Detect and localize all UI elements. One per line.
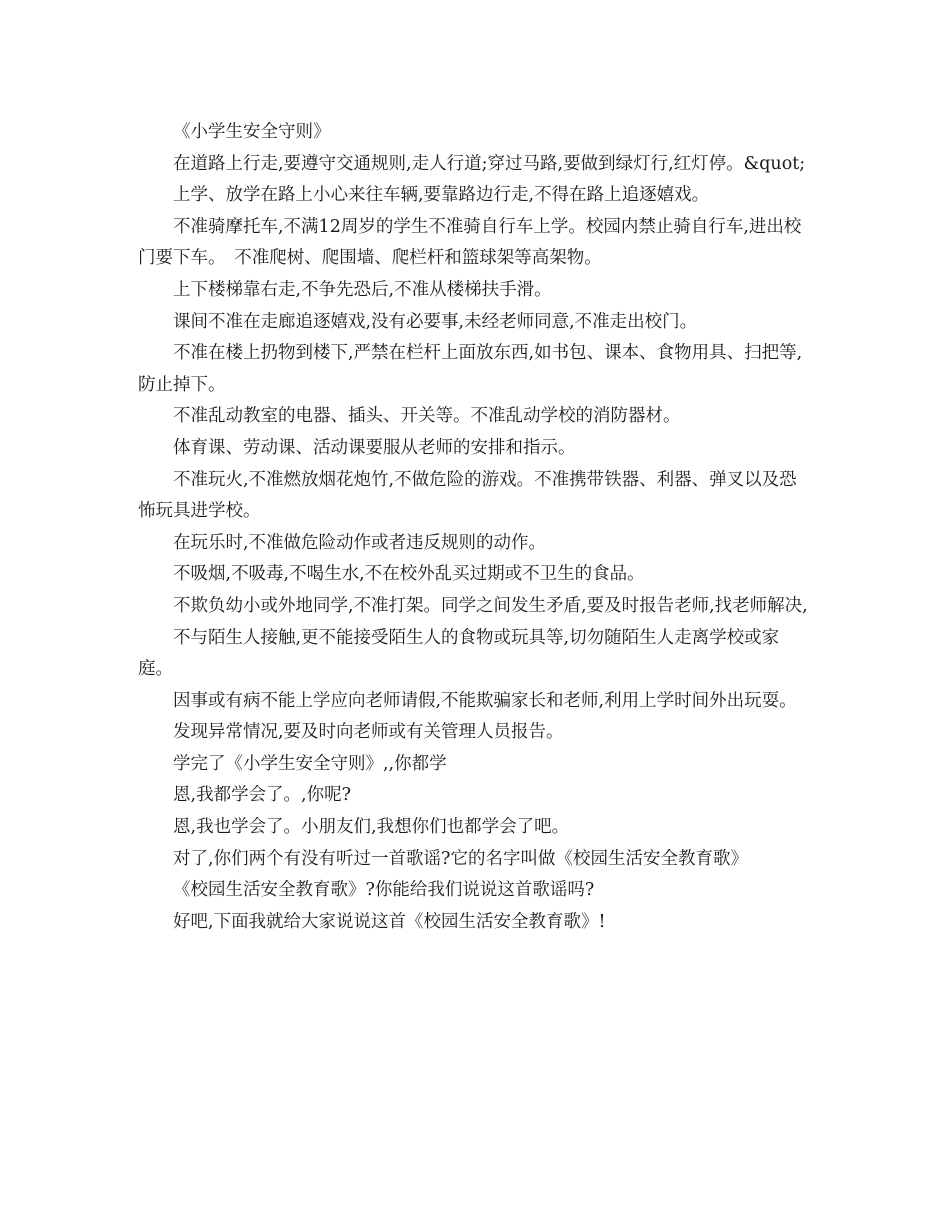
paragraph: 上下楼梯靠右走,不争先恐后,不准从楼梯扶手滑。 (173, 279, 552, 300)
paragraph: 学完了《小学生安全守则》,,你都学 (173, 753, 447, 774)
paragraph: 在道路上行走,要遵守交通规则,走人行道;穿过马路,要做到绿灯行,红灯停。&quot; (173, 153, 806, 174)
paragraph: 体育课、劳动课、活动课要服从老师的安排和指示。 (173, 437, 576, 458)
paragraph: 不欺负幼小或外地同学,不准打架。同学之间发生矛盾,要及时报告老师,找老师解决, (173, 595, 808, 616)
document-title: 《小学生安全守则》 (173, 122, 331, 142)
paragraph: 不吸烟,不吸毒,不喝生水,不在校外乱买过期或不卫生的食品。 (173, 564, 645, 585)
paragraph: 恩,我也学会了。小朋友们,我想你们也都学会了吧。 (173, 817, 570, 838)
paragraph: 不与陌生人接触,更不能接受陌生人的食物或玩具等,切勿随陌生人走离学校或家庭。 (138, 627, 780, 680)
paragraph: 《校园生活安全教育歌》?你能给我们说说这首歌谣吗? (173, 880, 595, 901)
paragraph: 恩,我都学会了。,你呢? (173, 785, 352, 806)
paragraph: 不准玩火,不准燃放烟花炮竹,不做危险的游戏。不准携带铁器、利器、弹叉以及恐怖玩具进学校。 (138, 469, 797, 522)
paragraph: 对了,你们两个有没有听过一首歌谣?它的名字叫做《校园生活安全教育歌》 (173, 848, 748, 869)
paragraph: 在玩乐时,不准做危险动作或者违反规则的动作。 (173, 532, 547, 553)
paragraph: 课间不准在走廊追逐嬉戏,没有必要事,未经老师同意,不准走出校门。 (173, 311, 698, 332)
document-body (138, 117, 814, 938)
paragraph: 不准乱动教室的电器、插头、开关等。不准乱动学校的消防器材。 (173, 406, 681, 427)
paragraph: 上学、放学在路上小心来往车辆,要靠路边行走,不得在路上追逐嬉戏。 (173, 185, 710, 206)
paragraph: 好吧,下面我就给大家说说这首《校园生活安全教育歌》! (173, 911, 606, 932)
paragraph: 不准骑摩托车,不满12周岁的学生不准骑自行车上学。校园内禁止骑自行车,进出校门要下车。 不准爬树、爬围墙、爬栏杆和篮球架等高架物。 (138, 216, 802, 269)
paragraph: 不准在楼上扔物到楼下,严禁在栏杆上面放东西,如书包、课本、食物用具、扫把等,防止掉下。 (138, 343, 803, 395)
paragraph: 因事或有病不能上学应向老师请假,不能欺骗家长和老师,利用上学时间外出玩耍。 (173, 690, 797, 711)
paragraph: 发现异常情况,要及时向老师或有关管理人员报告。 (173, 722, 564, 743)
